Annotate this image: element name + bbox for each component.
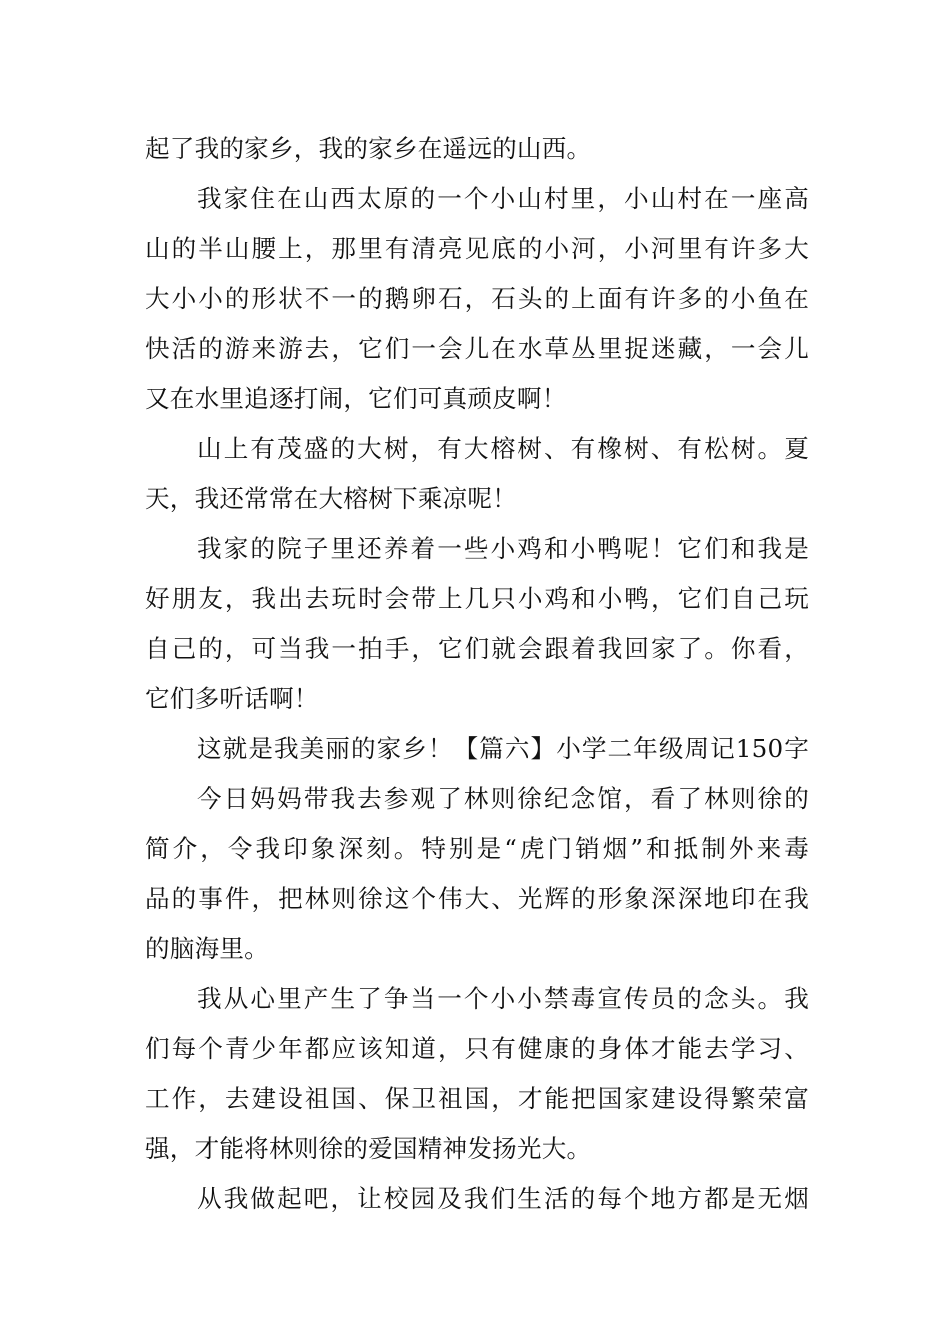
text-line: 品的事件，把林则徐这个伟大、光辉的形象深深地印在我 [145, 884, 809, 913]
text-line: 这就是我美丽的家乡！【篇六】小学二年级周记150字 [197, 734, 809, 763]
text-line: 好朋友，我出去玩时会带上几只小鸡和小鸭，它们自己玩 [145, 584, 809, 613]
text-line: 强，才能将林则徐的爱国精神发扬光大。 [145, 1134, 592, 1163]
document-body [145, 124, 809, 1224]
text-line: 它们多听话啊！ [145, 684, 319, 713]
text-line: 自己的，可当我一拍手，它们就会跟着我回家了。你看， [145, 634, 809, 663]
text-line: 起了我的家乡，我的家乡在遥远的山西。 [145, 134, 592, 163]
text-line: 快活的游来游去，它们一会儿在水草丛里捉迷藏，一会儿 [145, 334, 809, 363]
text-line: 又在水里追逐打闹，它们可真顽皮啊！ [145, 384, 567, 413]
text-line: 我家的院子里还养着一些小鸡和小鸭呢！它们和我是 [197, 534, 809, 563]
text-line: 我从心里产生了争当一个小小禁毒宣传员的念头。我 [197, 984, 809, 1013]
text-line: 大小小的形状不一的鹅卵石，石头的上面有许多的小鱼在 [145, 284, 809, 313]
text-line: 我家住在山西太原的一个小山村里，小山村在一座高 [197, 184, 809, 213]
text-line: 的脑海里。 [145, 934, 269, 963]
text-line: 山上有茂盛的大树，有大榕树、有橡树、有松树。夏 [197, 434, 809, 463]
text-line: 简介，令我印象深刻。特别是“虎门销烟”和抵制外来毒 [145, 834, 809, 863]
text-line: 山的半山腰上，那里有清亮见底的小河，小河里有许多大 [145, 234, 809, 263]
text-line: 从我做起吧，让校园及我们生活的每个地方都是无烟 [197, 1184, 809, 1213]
text-line: 工作，去建设祖国、保卫祖国，才能把国家建设得繁荣富 [145, 1084, 809, 1113]
text-line: 天，我还常常在大榕树下乘凉呢！ [145, 484, 517, 513]
text-line: 们每个青少年都应该知道，只有健康的身体才能去学习、 [145, 1034, 809, 1063]
text-line: 今日妈妈带我去参观了林则徐纪念馆，看了林则徐的 [197, 784, 809, 813]
